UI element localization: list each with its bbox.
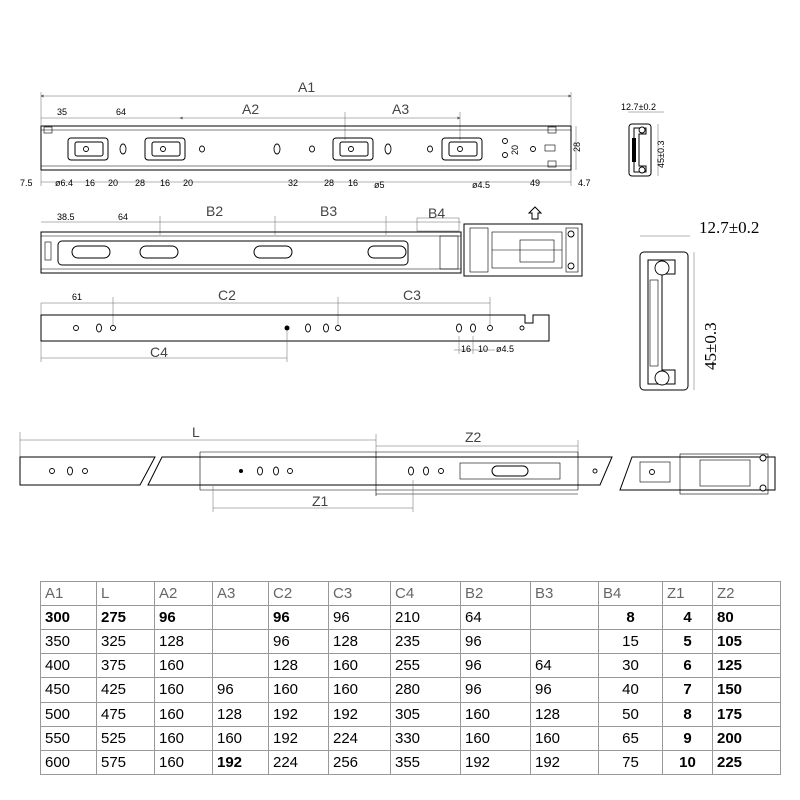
dim-16a: 16 [85,178,96,188]
table-cell: 150 [713,678,781,702]
dim-28a: 28 [135,178,146,188]
table-cell: 160 [329,678,391,702]
table-cell: 550 [41,726,97,750]
table-cell: 96 [461,678,531,702]
dim-16b: 16 [160,178,171,188]
table-cell: 128 [213,702,269,726]
label-b4: B4 [428,205,446,221]
label-c2: C2 [218,287,236,303]
table-cell: 160 [155,750,213,774]
dim-5: ø5 [374,180,385,190]
dim-4-7: 4.7 [578,178,591,188]
table-cell: 224 [269,750,329,774]
table-cell: 15 [599,630,663,654]
table-cell: 40 [599,678,663,702]
table-row [41,630,781,654]
label-a1: A1 [298,79,316,95]
table-cell: 96 [329,606,391,630]
table-cell: 255 [391,654,461,678]
table-cell: 96 [155,606,213,630]
table-cell: 8 [599,606,663,630]
table-cell [213,630,269,654]
table-cell: 192 [461,750,531,774]
dim-4-5: ø4.5 [472,180,491,190]
table-cell: 192 [213,750,269,774]
large-height-dim: 45±0.3 [701,322,720,370]
table-cell: 5 [663,630,713,654]
label-b3: B3 [320,203,338,219]
table-cell: 160 [329,654,391,678]
table-cell: 105 [713,630,781,654]
table-cell: 225 [713,750,781,774]
label-a2: A2 [242,101,260,117]
dim-35: 35 [57,107,68,117]
label-c4: C4 [150,344,168,360]
table-cell: 65 [599,726,663,750]
table-cell: 50 [599,702,663,726]
table-cell: 10 [663,750,713,774]
table-cell: 160 [461,702,531,726]
table-cell: 175 [713,702,781,726]
dim-20a: 20 [108,178,119,188]
table-cell: 192 [269,702,329,726]
small-height-dim: 45±0.3 [656,140,666,168]
table-cell: 224 [329,726,391,750]
table-cell: 300 [41,606,97,630]
label-l: L [192,424,200,440]
dim-16c: 16 [348,178,359,188]
dim-16-c: 16 [461,344,472,354]
end-view-large [640,218,759,390]
dim-28b: 28 [324,178,335,188]
table-cell: 80 [713,606,781,630]
dim-7-5: 7.5 [20,178,33,188]
table-cell: 235 [391,630,461,654]
table-cell: 256 [329,750,391,774]
table-cell: 30 [599,654,663,678]
table-cell: 160 [155,726,213,750]
dim-4-5-c: ø4.5 [496,344,515,354]
table-cell: 600 [41,750,97,774]
table-cell: 96 [461,654,531,678]
table-cell: 96 [213,678,269,702]
table-cell: 280 [391,678,461,702]
table-cell: 275 [97,606,155,630]
assembly-view [20,424,775,512]
header-c2: C2 [269,582,329,606]
table-cell: 160 [155,678,213,702]
table-cell: 192 [269,726,329,750]
header-l: L [97,582,155,606]
table-row [41,702,781,726]
label-c3: C3 [403,287,421,303]
table-cell: 160 [155,702,213,726]
table-cell: 75 [599,750,663,774]
table-cell: 128 [155,630,213,654]
large-width-dim: 12.7±0.2 [699,218,760,237]
table-cell: 7 [663,678,713,702]
table-cell: 96 [531,678,599,702]
table-cell: 160 [531,726,599,750]
table-cell: 4 [663,606,713,630]
header-b4: B4 [599,582,663,606]
header-a1: A1 [41,582,97,606]
header-z1: Z1 [663,582,713,606]
table-cell: 350 [41,630,97,654]
table-cell [531,630,599,654]
dim-49: 49 [530,178,541,188]
dim-38-5: 38.5 [57,212,75,222]
table-cell: 500 [41,702,97,726]
table-cell: 96 [461,630,531,654]
table-cell: 160 [213,726,269,750]
header-c3: C3 [329,582,391,606]
dim-10: 10 [478,344,489,354]
table-cell: 375 [97,654,155,678]
table-cell [213,654,269,678]
table-cell: 125 [713,654,781,678]
inner-view-rail [41,287,549,362]
table-cell: 192 [531,750,599,774]
table-cell: 400 [41,654,97,678]
table-cell: 128 [269,654,329,678]
dim-64: 64 [116,107,127,117]
table-cell [531,606,599,630]
table-cell: 160 [269,678,329,702]
dim-28v: 28 [572,141,582,152]
table-cell: 64 [531,654,599,678]
table-header-row [41,582,781,606]
label-z2: Z2 [465,429,482,445]
header-a2: A2 [155,582,213,606]
table-cell: 475 [97,702,155,726]
table-cell: 575 [97,750,155,774]
table-cell: 128 [531,702,599,726]
table-cell: 305 [391,702,461,726]
table-cell: 355 [391,750,461,774]
dim-20v: 20 [510,144,520,155]
table-cell [213,606,269,630]
small-width-dim: 12.7±0.2 [621,102,656,112]
table-cell: 9 [663,726,713,750]
label-z1: Z1 [312,493,329,509]
table-cell: 325 [97,630,155,654]
header-b3: B3 [531,582,599,606]
table-cell: 64 [461,606,531,630]
table-row [41,606,781,630]
header-z2: Z2 [713,582,781,606]
table-cell: 425 [97,678,155,702]
table-cell: 450 [41,678,97,702]
label-a3: A3 [392,101,410,117]
table-cell: 330 [391,726,461,750]
dim-32: 32 [288,178,299,188]
dim-20b: 20 [183,178,194,188]
middle-view-rail [41,203,582,276]
header-c4: C4 [391,582,461,606]
table-cell: 160 [461,726,531,750]
table-cell: 128 [329,630,391,654]
table-cell: 210 [391,606,461,630]
dim-64-b: 64 [118,212,129,222]
table-cell: 525 [97,726,155,750]
header-a3: A3 [213,582,269,606]
header-b2: B2 [461,582,531,606]
table-row [41,678,781,702]
table-cell: 96 [269,606,329,630]
spec-table [40,581,781,775]
top-view-outer-rail [20,79,591,190]
table-row [41,726,781,750]
table-row [41,654,781,678]
table-cell: 6 [663,654,713,678]
end-view-small [621,102,666,176]
dim-6-4: ø6.4 [55,178,74,188]
table-row [41,750,781,774]
label-b2: B2 [206,203,224,219]
table-cell: 8 [663,702,713,726]
table-cell: 160 [155,654,213,678]
table-cell: 200 [713,726,781,750]
table-cell: 96 [269,630,329,654]
table-cell: 192 [329,702,391,726]
dim-61: 61 [72,292,83,302]
